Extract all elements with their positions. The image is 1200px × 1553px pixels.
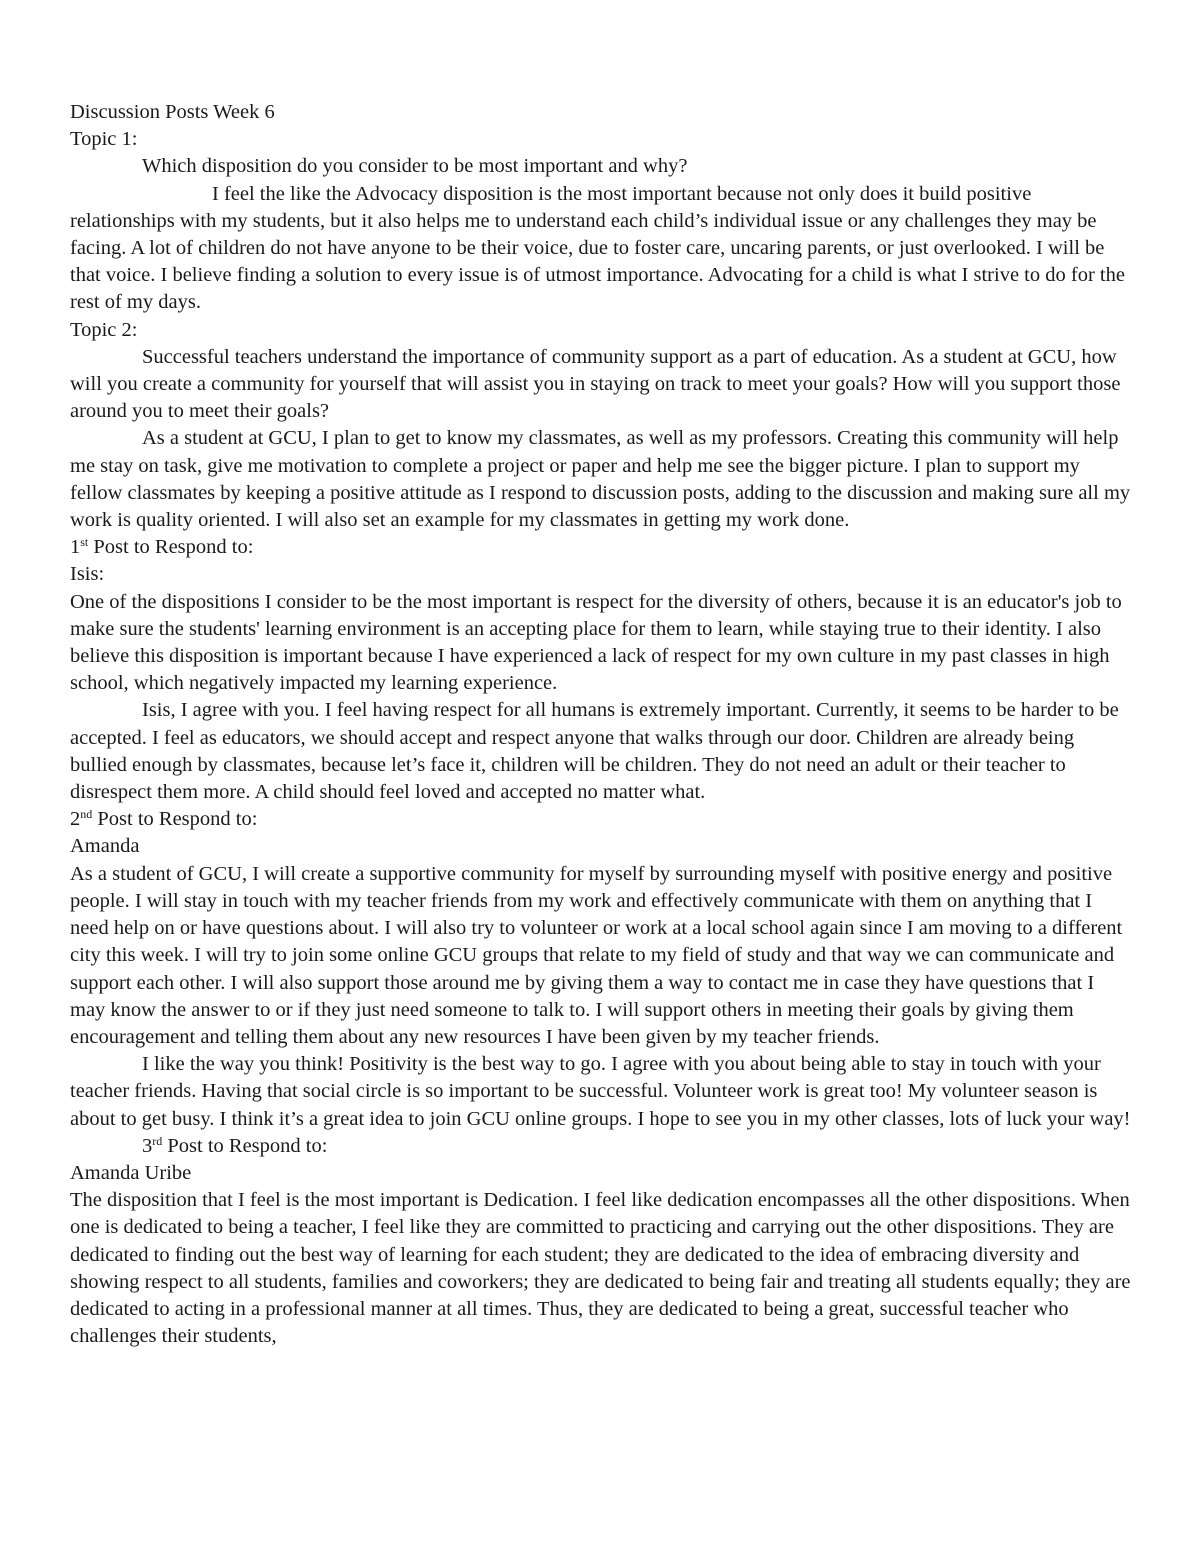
post1-heading-text: Post to Respond to: <box>88 536 254 559</box>
post2-number: 2 <box>70 808 81 831</box>
topic1-label: Topic 1: <box>70 128 138 151</box>
post3-author: Amanda Uribe <box>70 1161 192 1184</box>
post1-author: Isis: <box>70 563 105 586</box>
post1-reply: Isis, I agree with you. I feel having respect for all humans is extremely important. Currently, it seems to be harder to be accepted. I feel as educators, we should accept and respect anyone that walks through our door. Children are already being bullied enough by classmates, because let’s face it, children will be children. They do not need an adult or their teacher to disrespect them more. A child should feel loved and accepted no matter what. <box>70 699 1119 804</box>
post1-heading <box>70 534 1132 561</box>
document-title: Discussion Posts Week 6 <box>70 101 275 123</box>
topic1-answer: I feel the like the Advocacy disposition is the most important because not only does it build positive relationships with my students, but it also helps me to understand each child’s individual issue or any challenges they may be facing. A lot of children do not have anyone to be their voice, due to foster care, uncaring parents, or just overlooked. I will be that voice. I believe finding a solution to every issue is of utmost importance. Advocating for a child is what I strive to do for the rest of my days. <box>70 182 1125 314</box>
post2-reply: I like the way you think! Positivity is the best way to go. I agree with you about being able to stay in touch with your teacher friends. Having that social circle is so important to be successful. Volunteer work is great too! My volunteer season is about to get busy. I think it’s a great idea to join GCU online groups. I hope to see you in my other classes, lots of luck your way! <box>70 1053 1131 1130</box>
post1-text: One of the dispositions I consider to be the most important is respect for the diversity of others, because it is an educator's job to make sure the students' learning environment is an accepting place for them to learn, while staying true to their identity. I also believe this disposition is important because I have experienced a lack of respect for my own culture in my past classes in high school, which negatively impacted my learning experience. <box>70 590 1122 695</box>
topic1-question: Which disposition do you consider to be most important and why? <box>142 155 688 178</box>
post1-ordinal: st <box>80 535 89 550</box>
post2-text: As a student of GCU, I will create a supportive community for myself by surrounding myself with positive energy and positive people. I will stay in touch with my teacher friends from my work and effectively communicate with them on anything that I need help on or have questions about. I will also try to volunteer or work at a local school again since I am moving to a different city this week. I will try to join some online GCU groups that relate to my field of study and that way we can communicate and support each other. I will also support those around me by giving them a way to contact me in case they have questions that I may know the answer to or if they just need someone to talk to. I will support others in meeting their goals by giving them encouragement and telling them about any new resources I have been given by my teacher friends. <box>70 862 1123 1048</box>
topic2-label: Topic 2: <box>70 318 138 341</box>
post3-heading <box>70 1133 1132 1160</box>
topic2-answer: As a student at GCU, I plan to get to know my classmates, as well as my professors. Creating this community will help me stay on task, give me motivation to complete a project or paper and help me see the bigger picture. I plan to support my fellow classmates by keeping a positive attitude as I respond to discussion posts, adding to the discussion and making sure all my work is quality oriented. I will also set an example for my classmates in getting my work done. <box>70 427 1131 532</box>
post3-ordinal: rd <box>152 1133 163 1148</box>
post1-number: 1 <box>70 536 81 559</box>
post3-text: The disposition that I feel is the most important is Dedication. I feel like dedication encompasses all the other dispositions. When one is dedicated to being a teacher, I feel like they are committed to practicing and carrying out the other dispositions. They are dedicated to finding out the best way of learning for each student; they are dedicated to the idea of embracing diversity and showing respect to all students, families and coworkers; they are dedicated to being fair and treating all students equally; they are dedicated to acting in a professional manner at all times. Thus, they are dedicated to being a great, successful teacher who challenges their students, <box>70 1189 1131 1348</box>
post2-author: Amanda <box>70 835 140 858</box>
document-page <box>70 99 1132 1350</box>
post3-number: 3 <box>142 1134 153 1157</box>
topic2-question: Successful teachers understand the importance of community support as a part of education. As a student at GCU, how will you create a community for yourself that will assist you in staying on track to meet your goals? How will you support those around you to meet their goals? <box>70 345 1121 423</box>
post2-ordinal: nd <box>80 807 93 822</box>
post2-heading-text: Post to Respond to: <box>92 808 258 831</box>
post3-heading-text: Post to Respond to: <box>162 1134 328 1157</box>
post2-heading <box>70 806 1132 833</box>
